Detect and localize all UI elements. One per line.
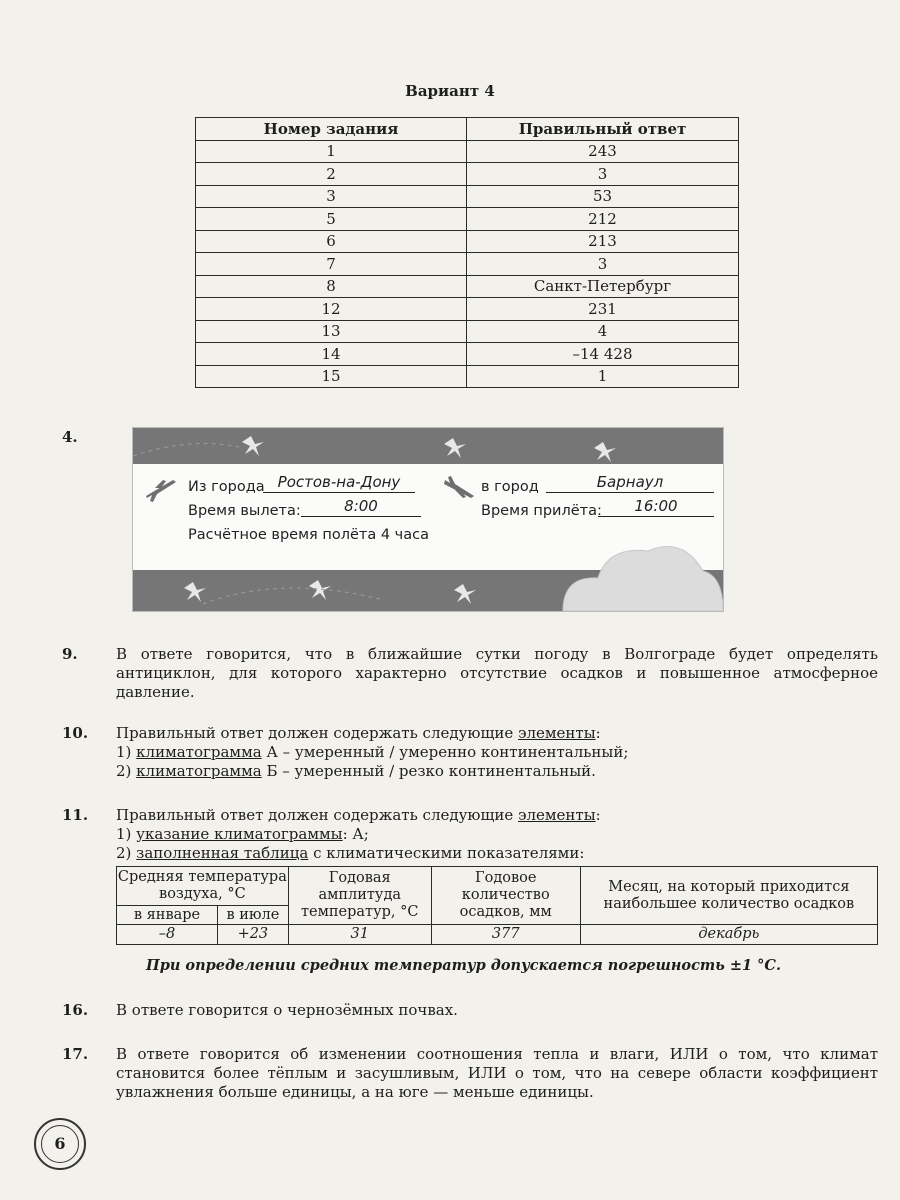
departure-time-value: 8:00 [301,498,421,517]
climate-table [116,866,878,945]
arrival-time-value: 16:00 [598,498,714,517]
from-city-value: Ростов-на-Дону [263,474,415,493]
table-row [196,343,739,366]
table-row [196,298,739,321]
ticket-top-band [133,428,723,464]
airplane-icon [441,470,477,506]
table-row [196,185,739,208]
question-9-number: 9. [62,645,78,663]
q10-line-2: 1) климатограмма А – умеренный / умеренно континентальный; [116,743,629,761]
climate-values-row [117,925,878,945]
question-10-number: 10. [62,724,89,742]
climate-header-row [117,867,878,906]
question-17-number: 17. [62,1045,89,1063]
table-row [196,253,739,276]
answer-value: Санкт-Петербург [467,275,739,298]
task-number: 12 [196,298,467,321]
question-16-text: В ответе говорится о чернозёмных почвах. [116,1001,458,1019]
table-row [196,320,739,343]
question-16-number: 16. [62,1001,89,1019]
question-4-number: 4. [62,428,78,446]
from-city-label: Из города [188,479,265,495]
airplane-icon [143,470,179,506]
table-row [196,140,739,163]
answer-value: 243 [467,140,739,163]
task-number: 2 [196,163,467,186]
value-precipitation: 377 [431,925,580,945]
task-number: 6 [196,230,467,253]
q10-line-1: Правильный ответ должен содержать следующие элементы: [116,724,601,742]
value-max-precip-month: декабрь [580,925,877,945]
header-task-number: Номер задания [196,118,467,141]
value-amplitude: 31 [288,925,431,945]
answer-value: –14 428 [467,343,739,366]
answers-table [195,117,739,388]
answers-header-row [196,118,739,141]
task-number: 3 [196,185,467,208]
question-9-text: В ответе говорится, что в ближайшие сутки погоду в Волгограде будет определять антициклон, для которого характерно отсутствие осадков и повышенное атмосферное давление. [116,645,878,701]
table-row [196,275,739,298]
q11-line-2: 1) указание климатограммы: А; [116,825,369,843]
question-11-number: 11. [62,806,89,824]
page-number-badge [34,1118,86,1170]
answer-value: 231 [467,298,739,321]
page-number: 6 [41,1125,79,1163]
header-max-precip-month: Месяц, на который приходится наибольшее количество осадков [580,867,877,925]
flight-duration: Расчётное время полёта 4 часа [188,527,429,543]
table-row [196,365,739,388]
answer-value: 53 [467,185,739,208]
task-number: 13 [196,320,467,343]
arrival-time-label: Время прилёта: [481,503,602,519]
table-row [196,163,739,186]
temperature-note: При определении средних температур допускается погрешность ±1 °С. [146,957,782,974]
table-row [196,230,739,253]
task-number: 1 [196,140,467,163]
question-17-text: В ответе говорится об изменении соотношения тепла и влаги, ИЛИ о том, что климат становится более тёплым и засушливым, ИЛИ о том, что на севере области коэффициент увлажнения больше единицы, а на юге — меньше единицы. [116,1045,878,1101]
header-january: в январе [117,906,218,925]
task-number: 15 [196,365,467,388]
header-avg-temp: Средняя температура воздуха, °С [117,867,289,906]
q10-line-3: 2) климатограмма Б – умеренный / резко континентальный. [116,762,596,780]
question-10-text [116,724,878,781]
value-july: +23 [218,925,289,945]
q11-line-1: Правильный ответ должен содержать следующие элементы: [116,806,601,824]
header-correct-answer: Правильный ответ [467,118,739,141]
task-number: 8 [196,275,467,298]
q11-line-3: 2) заполненная таблица с климатическими показателями: [116,844,585,862]
task-number: 14 [196,343,467,366]
variant-title: Вариант 4 [405,82,495,100]
answer-value: 4 [467,320,739,343]
header-precipitation: Годовое количество осадков, мм [431,867,580,925]
task-number: 5 [196,208,467,231]
question-11-text [116,806,878,863]
answer-value: 212 [467,208,739,231]
answer-value: 3 [467,253,739,276]
departure-time-label: Время вылета: [188,503,301,519]
header-july: в июле [218,906,289,925]
answer-value: 1 [467,365,739,388]
to-city-value: Барнаул [546,474,714,493]
flight-ticket [133,428,723,611]
answer-value: 213 [467,230,739,253]
plane-pattern-icon [133,428,723,464]
table-row [196,208,739,231]
value-january: –8 [117,925,218,945]
answer-value: 3 [467,163,739,186]
to-city-label: в город [481,479,539,495]
cloud-icon [553,526,723,611]
header-amplitude: Годовая амплитуда температур, °С [288,867,431,925]
task-number: 7 [196,253,467,276]
